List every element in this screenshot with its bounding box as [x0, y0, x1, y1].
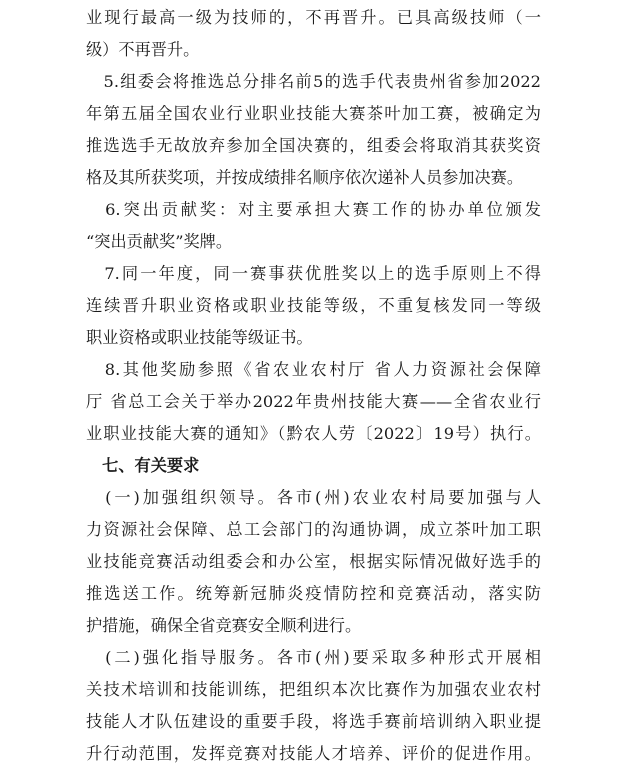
- text-line: 5.组委会将推选总分排名前5的选手代表贵州省参加2022: [86, 72, 541, 91]
- text-line: 业职业技能大赛的通知》（黔农人劳〔2022〕19号）执行。: [86, 424, 541, 443]
- text-line: 6.突出贡献奖：对主要承担大赛工作的协办单位颁发: [86, 200, 541, 219]
- text-line: 技能人才队伍建设的重要手段，将选手赛前培训纳入职业提: [86, 712, 541, 731]
- text-line: 级）不再晋升。: [86, 40, 200, 59]
- text-line: 业技能竞赛活动组委会和办公室，根据实际情况做好选手的: [86, 552, 541, 571]
- text-line: (一)加强组织领导。各市(州)农业农村局要加强与人: [86, 488, 541, 507]
- text-line: 厅 省总工会关于举办2022年贵州技能大赛——全省农业行: [86, 392, 541, 411]
- text-line: 年第五届全国农业行业职业技能大赛茶叶加工赛，被确定为: [86, 104, 541, 123]
- text-line: 8.其他奖励参照《省农业农村厅 省人力资源社会保障: [86, 360, 541, 379]
- section-heading: 七、有关要求: [86, 456, 200, 475]
- text-line: (二)强化指导服务。各市(州)要采取多种形式开展相: [86, 648, 541, 667]
- text-line: 护措施，确保全省竞赛安全顺利进行。: [86, 616, 362, 635]
- text-line: 力资源社会保障、总工会部门的沟通协调，成立茶叶加工职: [86, 520, 541, 539]
- text-line: “突出贡献奖”奖牌。: [86, 232, 233, 251]
- text-line: 推选送工作。统筹新冠肺炎疫情防控和竞赛活动，落实防: [86, 584, 541, 603]
- text-line: 升行动范围，发挥竞赛对技能人才培养、评价的促进作用。: [86, 744, 541, 763]
- text-line: 职业资格或职业技能等级证书。: [86, 328, 313, 347]
- text-line: 7.同一年度，同一赛事获优胜奖以上的选手原则上不得: [86, 264, 541, 283]
- text-line: 连续晋升职业资格或职业技能等级，不重复核发同一等级: [86, 296, 541, 315]
- text-line: 格及其所获奖项，并按成绩排名顺序依次递补人员参加决赛。: [86, 168, 524, 187]
- text-line: 推选选手无故放弃参加全国决赛的，组委会将取消其获奖资: [86, 136, 541, 155]
- text-line: 业现行最高一级为技师的，不再晋升。已具高级技师（一: [86, 8, 541, 27]
- text-line: 关技术培训和技能训练，把组织本次比赛作为加强农业农村: [86, 680, 541, 699]
